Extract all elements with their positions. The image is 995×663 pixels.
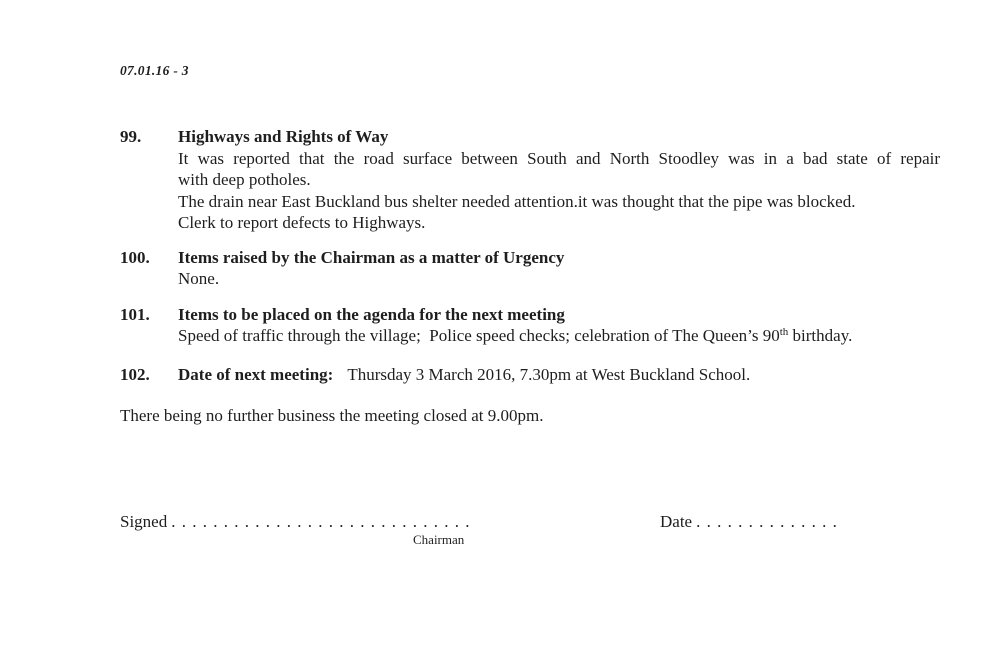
paragraph-line [178, 325, 940, 350]
section-100-urgency [120, 247, 950, 290]
signed-dotted-line: . . . . . . . . . . . . . . . . . . . . . . . . . . . . . [171, 512, 471, 531]
date-dotted-line: . . . . . . . . . . . . . . [696, 512, 838, 531]
paragraph-line: None. [178, 269, 220, 288]
section-number: 102. [120, 364, 150, 384]
section-title: Date of next meeting: [178, 364, 334, 384]
section-101-next-agenda [120, 304, 950, 350]
paragraph-line: It was reported that the road surface between South and North Stoodley was in a bad state of repair [178, 148, 940, 168]
signed-label: Signed [120, 512, 168, 531]
section-number: 101. [120, 304, 150, 324]
section-99-highways [120, 126, 950, 234]
page-reference: 07.01.16 - 3 [120, 63, 189, 78]
next-meeting-line [178, 364, 940, 386]
ordinal-superscript: th [779, 326, 789, 338]
section-body [178, 247, 940, 290]
agenda-text: Speed of traffic through the village; Police speed checks; celebration of The Queen’s 90 [178, 326, 780, 345]
next-meeting-details: Thursday 3 March 2016, 7.30pm at West Buckland School. [347, 364, 751, 384]
section-body [178, 126, 940, 234]
agenda-text-end: birthday. [788, 326, 853, 345]
section-number: 100. [120, 247, 150, 267]
minutes-content [120, 126, 950, 427]
section-body [178, 364, 940, 386]
paragraph-line: with deep potholes. [178, 170, 311, 189]
chairman-label: Chairman [413, 532, 465, 547]
section-body [178, 304, 940, 350]
section-title: Highways and Rights of Way [178, 127, 389, 146]
section-102-next-meeting [120, 364, 950, 386]
paragraph-line: Clerk to report defects to Highways. [178, 213, 426, 232]
date-area [660, 511, 838, 533]
section-title: Items raised by the Chairman as a matter of Urgency [178, 247, 565, 267]
paragraph-line: The drain near East Buckland bus shelter needed attention.it was thought that the pipe was blocked. [178, 191, 856, 211]
section-number: 99. [120, 127, 142, 146]
closing-statement: There being no further business the meeting closed at 9.00pm. [120, 406, 544, 425]
signed-area [120, 511, 660, 547]
signature-block [120, 511, 950, 547]
date-label: Date [660, 512, 693, 531]
section-title: Items to be placed on the agenda for the next meeting [178, 304, 565, 324]
